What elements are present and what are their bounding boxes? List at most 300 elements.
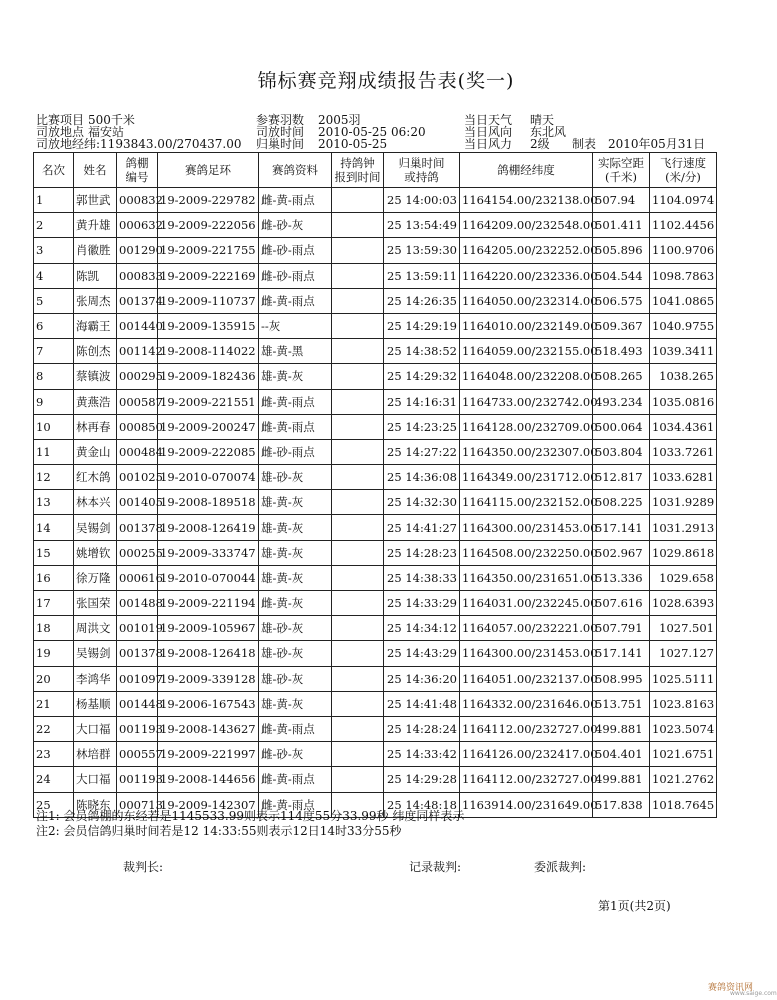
table-cell: 001193 (117, 767, 158, 792)
table-cell: 雄-黄-灰 (259, 691, 332, 716)
table-cell: 507.94 (593, 188, 650, 213)
column-header: 赛鸽足环 (158, 153, 259, 188)
wind-force-value: 2级 (530, 137, 550, 151)
table-cell (332, 389, 384, 414)
table-cell: 雌-黄-灰 (259, 591, 332, 616)
table-cell: 001448 (117, 691, 158, 716)
table-cell: 1023.5074 (650, 716, 717, 741)
table-row (34, 515, 717, 540)
table-cell: 19-2009-221194 (158, 591, 259, 616)
table-cell: 16 (34, 565, 74, 590)
table-cell: 19-2009-333747 (158, 540, 259, 565)
table-row (34, 742, 717, 767)
table-cell: 19-2009-200247 (158, 414, 259, 439)
table-cell: 001440 (117, 313, 158, 338)
table-cell (332, 616, 384, 641)
table-cell: 1164128.00/232709.00 (460, 414, 593, 439)
table-cell: 19-2009-221755 (158, 238, 259, 263)
table-cell: 001290 (117, 238, 158, 263)
table-cell: 19-2006-167543 (158, 691, 259, 716)
table-cell: 499.881 (593, 716, 650, 741)
table-cell: 1164048.00/232208.00 (460, 364, 593, 389)
table-cell: 25 13:59:30 (384, 238, 460, 263)
table-cell: 雄-黄-灰 (259, 515, 332, 540)
table-cell: 500.064 (593, 414, 650, 439)
table-cell: 林本兴 (74, 490, 117, 515)
table-cell: 雌-砂-雨点 (259, 238, 332, 263)
wind-force-label: 当日风力 (464, 137, 513, 151)
table-cell: 25 (34, 792, 74, 817)
table-cell: 517.838 (593, 792, 650, 817)
table-cell: 25 13:59:11 (384, 263, 460, 288)
results-table (33, 152, 717, 818)
table-cell: 25 14:16:31 (384, 389, 460, 414)
table-cell: 1164332.00/231646.00 (460, 691, 593, 716)
table-cell: 25 14:26:35 (384, 288, 460, 313)
table-cell: 000616 (117, 565, 158, 590)
page-title: 锦标赛竞翔成绩报告表(奖一) (257, 70, 515, 92)
table-cell: 000832 (117, 188, 158, 213)
table-cell: 508.265 (593, 364, 650, 389)
table-cell: 499.881 (593, 767, 650, 792)
table-cell: 513.751 (593, 691, 650, 716)
column-header: 名次 (34, 153, 74, 188)
table-cell (332, 515, 384, 540)
table-cell: 25 14:36:20 (384, 666, 460, 691)
table-cell: 513.336 (593, 565, 650, 590)
table-cell (332, 188, 384, 213)
table-cell: 19-2009-222085 (158, 439, 259, 464)
table-cell: 1040.9755 (650, 313, 717, 338)
table-cell: --灰 (259, 313, 332, 338)
wind-dir-value: 东北风 (530, 125, 567, 139)
table-cell: 000484 (117, 439, 158, 464)
table-cell: 1164057.00/232221.00 (460, 616, 593, 641)
table-row (34, 540, 717, 565)
table-cell: 19-2008-189518 (158, 490, 259, 515)
made-label: 制表 (572, 137, 597, 151)
table-cell: 25 14:29:19 (384, 313, 460, 338)
table-cell: 雄-砂-灰 (259, 616, 332, 641)
table-cell: 518.493 (593, 339, 650, 364)
table-cell: 黄燕浩 (74, 389, 117, 414)
project-value: 500千米 (88, 113, 135, 127)
table-cell: 海霸王 (74, 313, 117, 338)
table-cell: 1164350.00/232307.00 (460, 439, 593, 464)
release-coords-label: 司放地经纬: (36, 137, 101, 151)
table-cell: 504.544 (593, 263, 650, 288)
recorder-referee-label: 记录裁判: (409, 860, 462, 874)
table-cell: 1164112.00/232727.00 (460, 767, 593, 792)
table-cell: 8 (34, 364, 74, 389)
table-cell: 红木鸽 (74, 465, 117, 490)
table-cell: 25 14:00:03 (384, 188, 460, 213)
table-cell: 15 (34, 540, 74, 565)
release-place-value: 福安站 (88, 125, 125, 139)
table-cell: 1164126.00/232417.00 (460, 742, 593, 767)
column-header: 赛鸽资料 (259, 153, 332, 188)
table-cell: 雄-砂-灰 (259, 641, 332, 666)
table-cell: 23 (34, 742, 74, 767)
table-cell: 李鸿华 (74, 666, 117, 691)
table-cell: 1098.7863 (650, 263, 717, 288)
table-cell: 20 (34, 666, 74, 691)
table-cell (332, 767, 384, 792)
table-cell: 吴锡剑 (74, 641, 117, 666)
table-cell (332, 591, 384, 616)
table-row (34, 691, 717, 716)
table-body (34, 188, 717, 818)
table-cell: 25 14:38:33 (384, 565, 460, 590)
table-cell: 21 (34, 691, 74, 716)
table-cell: 1033.7261 (650, 439, 717, 464)
table-cell: 25 14:27:22 (384, 439, 460, 464)
info-release-coords (36, 135, 242, 152)
table-cell (332, 414, 384, 439)
table-cell (332, 313, 384, 338)
table-cell: 001488 (117, 591, 158, 616)
column-header: 鸽棚 编号 (117, 153, 158, 188)
info-close-time (256, 135, 387, 152)
table-cell: 1164115.00/232152.00 (460, 490, 593, 515)
table-cell: 1018.7645 (650, 792, 717, 817)
table-row (34, 591, 717, 616)
table-cell: 19-2008-114022 (158, 339, 259, 364)
table-cell: 雄-黄-灰 (259, 364, 332, 389)
table-cell: 黄金山 (74, 439, 117, 464)
table-cell (332, 263, 384, 288)
table-cell: 1038.265 (650, 364, 717, 389)
table-cell: 雌-黄-雨点 (259, 389, 332, 414)
table-cell: 19-2008-143627 (158, 716, 259, 741)
weather-value: 晴天 (530, 113, 555, 127)
table-cell: 508.225 (593, 490, 650, 515)
table-cell: 001019 (117, 616, 158, 641)
table-cell: 19-2009-222056 (158, 213, 259, 238)
table-cell: 25 14:41:27 (384, 515, 460, 540)
table-cell: 000850 (117, 414, 158, 439)
table-header-row (34, 153, 717, 188)
table-cell: 大口福 (74, 716, 117, 741)
table-cell: 19-2009-222169 (158, 263, 259, 288)
table-cell: 1041.0865 (650, 288, 717, 313)
table-cell (332, 465, 384, 490)
table-cell: 雄-黄-灰 (259, 490, 332, 515)
table-cell: 1164508.00/232250.00 (460, 540, 593, 565)
table-cell: 25 14:28:24 (384, 716, 460, 741)
table-cell: 25 14:29:32 (384, 364, 460, 389)
table-cell: 雌-黄-雨点 (259, 792, 332, 817)
table-row (34, 616, 717, 641)
table-cell: 25 14:43:29 (384, 641, 460, 666)
table-cell: 19-2009-221997 (158, 742, 259, 767)
table-cell: 508.995 (593, 666, 650, 691)
table-cell: 肖徽胜 (74, 238, 117, 263)
table-cell: 22 (34, 716, 74, 741)
table-cell: 19-2009-135915 (158, 313, 259, 338)
table-cell: 000833 (117, 263, 158, 288)
table-cell (332, 439, 384, 464)
table-cell: 517.141 (593, 515, 650, 540)
table-cell: 25 14:23:25 (384, 414, 460, 439)
table-cell: 19-2009-105967 (158, 616, 259, 641)
table-cell: 19-2009-110737 (158, 288, 259, 313)
table-cell (332, 213, 384, 238)
table-cell (332, 540, 384, 565)
release-time-label: 司放时间 (256, 125, 305, 139)
weather-label: 当日天气 (464, 113, 513, 127)
table-row (34, 339, 717, 364)
table-cell: 25 14:33:42 (384, 742, 460, 767)
table-cell: 6 (34, 313, 74, 338)
table-cell: 1035.0816 (650, 389, 717, 414)
table-row (34, 465, 717, 490)
table-cell: 黄升雄 (74, 213, 117, 238)
info-wind-force (464, 135, 705, 152)
table-cell: 周洪文 (74, 616, 117, 641)
table-cell: 502.967 (593, 540, 650, 565)
notes (36, 809, 464, 839)
release-coords-value: 1193843.00/270437.00 (100, 137, 242, 151)
table-row (34, 767, 717, 792)
table-row (34, 364, 717, 389)
table-row (34, 565, 717, 590)
table-cell (332, 288, 384, 313)
table-cell: 507.616 (593, 591, 650, 616)
table-cell: 郭世武 (74, 188, 117, 213)
table-cell: 雌-砂-雨点 (259, 439, 332, 464)
note-1: 注1: 会员鸽棚的东经若是1145533.99则表示114度55分33.99秒 纬度同样表示 (36, 809, 465, 823)
table-cell: 25 14:41:48 (384, 691, 460, 716)
table-cell: 1163914.00/231649.00 (460, 792, 593, 817)
table-cell: 蔡镇波 (74, 364, 117, 389)
wind-dir-label: 当日风向 (464, 125, 513, 139)
table-cell: 1033.6281 (650, 465, 717, 490)
table-cell: 13 (34, 490, 74, 515)
table-cell: 雌-砂-灰 (259, 213, 332, 238)
table-cell: 17 (34, 591, 74, 616)
table-cell: 雄-黄-灰 (259, 540, 332, 565)
table-cell: 507.791 (593, 616, 650, 641)
table-cell: 506.575 (593, 288, 650, 313)
table-cell: 24 (34, 767, 74, 792)
table-cell: 19-2009-142307 (158, 792, 259, 817)
table-cell: 1031.9289 (650, 490, 717, 515)
table-cell: 19-2009-221551 (158, 389, 259, 414)
table-cell: 1039.3411 (650, 339, 717, 364)
watermark-url: www.saige.com (730, 990, 777, 997)
table-cell: 1164059.00/232155.00 (460, 339, 593, 364)
table-cell: 19 (34, 641, 74, 666)
table-cell: 1104.0974 (650, 188, 717, 213)
made-value: 2010年05月31日 (608, 137, 706, 151)
table-cell: 雌-砂-雨点 (259, 263, 332, 288)
table-cell: 512.817 (593, 465, 650, 490)
page-indicator: 第1页(共2页) (598, 899, 671, 913)
column-header: 实际空距 (千米) (593, 153, 650, 188)
table-cell: 雌-黄-雨点 (259, 414, 332, 439)
table-cell: 1102.4456 (650, 213, 717, 238)
table-cell: 1164031.00/232245.00 (460, 591, 593, 616)
table-cell: 001097 (117, 666, 158, 691)
table-cell: 1164300.00/231453.00 (460, 515, 593, 540)
table-row (34, 188, 717, 213)
table-cell: 000587 (117, 389, 158, 414)
table-cell: 1023.8163 (650, 691, 717, 716)
table-cell: 1164205.00/232252.00 (460, 238, 593, 263)
release-time-value: 2010-05-25 06:20 (318, 125, 426, 139)
table-cell: 陈创杰 (74, 339, 117, 364)
table-cell: 吴锡剑 (74, 515, 117, 540)
table-cell: 501.411 (593, 213, 650, 238)
entries-label: 参赛羽数 (256, 113, 305, 127)
table-cell: 雄-黄-灰 (259, 565, 332, 590)
table-cell (332, 716, 384, 741)
table-cell: 张国荣 (74, 591, 117, 616)
table-row (34, 716, 717, 741)
table-row (34, 263, 717, 288)
table-row (34, 490, 717, 515)
table-cell: 2 (34, 213, 74, 238)
table-cell: 林再春 (74, 414, 117, 439)
table-cell: 000632 (117, 213, 158, 238)
table-cell: 25 14:38:52 (384, 339, 460, 364)
close-time-value: 2010-05-25 (318, 137, 388, 151)
close-time-label: 归巢时间 (256, 137, 305, 151)
table-cell: 姚增钦 (74, 540, 117, 565)
table-cell: 001378 (117, 515, 158, 540)
table-cell: 1164300.00/231453.00 (460, 641, 593, 666)
table-cell: 001378 (117, 641, 158, 666)
table-cell: 1164154.00/232138.00 (460, 188, 593, 213)
watermark-logo: 赛鸽资讯网 (708, 983, 754, 993)
column-header: 姓名 (74, 153, 117, 188)
table-cell: 25 14:32:30 (384, 490, 460, 515)
table-cell: 1027.127 (650, 641, 717, 666)
table-cell: 大口福 (74, 767, 117, 792)
column-header: 持鸽钟 报到时间 (332, 153, 384, 188)
table-cell: 14 (34, 515, 74, 540)
table-cell: 陈凯 (74, 263, 117, 288)
table-cell: 杨基顺 (74, 691, 117, 716)
column-header: 鸽棚经纬度 (460, 153, 593, 188)
table-cell: 509.367 (593, 313, 650, 338)
table-cell: 001142 (117, 339, 158, 364)
table-cell: 25 14:36:08 (384, 465, 460, 490)
table-cell: 雌-黄-雨点 (259, 716, 332, 741)
table-cell: 雌-砂-灰 (259, 742, 332, 767)
table-cell: 3 (34, 238, 74, 263)
note-2: 注2: 会员信鸽归巢时间若是12 14:33:55则表示12日14时33分55秒 (36, 824, 402, 838)
table-cell: 林培群 (74, 742, 117, 767)
table-cell: 9 (34, 389, 74, 414)
delegate-referee-label: 委派裁判: (534, 860, 587, 874)
table-cell (332, 490, 384, 515)
table-cell: 503.804 (593, 439, 650, 464)
table-cell: 19-2010-070044 (158, 565, 259, 590)
table-cell: 4 (34, 263, 74, 288)
table-cell: 1164350.00/231651.00 (460, 565, 593, 590)
table-row (34, 666, 717, 691)
table-cell: 11 (34, 439, 74, 464)
table-row (34, 288, 717, 313)
table-row (34, 439, 717, 464)
table-cell: 1034.4361 (650, 414, 717, 439)
table-cell: 19-2008-126418 (158, 641, 259, 666)
table-cell: 5 (34, 288, 74, 313)
table-cell: 12 (34, 465, 74, 490)
table-cell: 25 14:29:28 (384, 767, 460, 792)
entries-value: 2005羽 (318, 113, 361, 127)
table-cell: 1029.658 (650, 565, 717, 590)
table-cell: 1100.9706 (650, 238, 717, 263)
table-cell: 25 14:33:29 (384, 591, 460, 616)
table-cell: 1164220.00/232336.00 (460, 263, 593, 288)
table-row (34, 313, 717, 338)
table-cell: 雄-黄-黑 (259, 339, 332, 364)
table-cell: 000557 (117, 742, 158, 767)
table-cell: 1029.8618 (650, 540, 717, 565)
table-row (34, 389, 717, 414)
table-cell: 000295 (117, 364, 158, 389)
table-cell: 1021.6751 (650, 742, 717, 767)
table-cell: 雌-黄-雨点 (259, 767, 332, 792)
table-cell: 001405 (117, 490, 158, 515)
column-header: 飞行速度 (米/分) (650, 153, 717, 188)
table-cell: 1031.2913 (650, 515, 717, 540)
table-cell: 19-2009-339128 (158, 666, 259, 691)
table-cell: 000713 (117, 792, 158, 817)
table-cell: 1021.2762 (650, 767, 717, 792)
chief-referee-label: 裁判长: (123, 860, 164, 874)
table-cell: 10 (34, 414, 74, 439)
table-cell: 张周杰 (74, 288, 117, 313)
table-cell: 雄-砂-灰 (259, 465, 332, 490)
table-cell: 25 14:34:12 (384, 616, 460, 641)
table-cell (332, 742, 384, 767)
table-cell: 1025.5111 (650, 666, 717, 691)
table-cell: 493.234 (593, 389, 650, 414)
table-cell: 504.401 (593, 742, 650, 767)
table-cell: 1164209.00/232548.00 (460, 213, 593, 238)
table-cell: 1028.6393 (650, 591, 717, 616)
release-place-label: 司放地点 (36, 125, 85, 139)
table-cell: 001374 (117, 288, 158, 313)
column-header: 归巢时间 或持鸽 (384, 153, 460, 188)
table-cell: 陈晓东 (74, 792, 117, 817)
table-cell (332, 339, 384, 364)
table-cell: 1 (34, 188, 74, 213)
table-cell: 19-2010-070074 (158, 465, 259, 490)
table-cell (332, 238, 384, 263)
table-row (34, 414, 717, 439)
table-cell (332, 691, 384, 716)
table-cell: 1164050.00/232314.00 (460, 288, 593, 313)
table-cell: 19-2009-182436 (158, 364, 259, 389)
table-cell: 25 14:28:23 (384, 540, 460, 565)
table-cell: 1164112.00/232727.00 (460, 716, 593, 741)
table-cell: 000255 (117, 540, 158, 565)
table-cell: 517.141 (593, 641, 650, 666)
table-cell: 25 14:48:18 (384, 792, 460, 817)
table-cell: 25 13:54:49 (384, 213, 460, 238)
table-cell: 1164349.00/231712.00 (460, 465, 593, 490)
table-cell (332, 666, 384, 691)
table-cell: 19-2009-229782 (158, 188, 259, 213)
table-cell: 001025 (117, 465, 158, 490)
table-cell: 1164051.00/232137.00 (460, 666, 593, 691)
table-cell: 雄-砂-灰 (259, 666, 332, 691)
